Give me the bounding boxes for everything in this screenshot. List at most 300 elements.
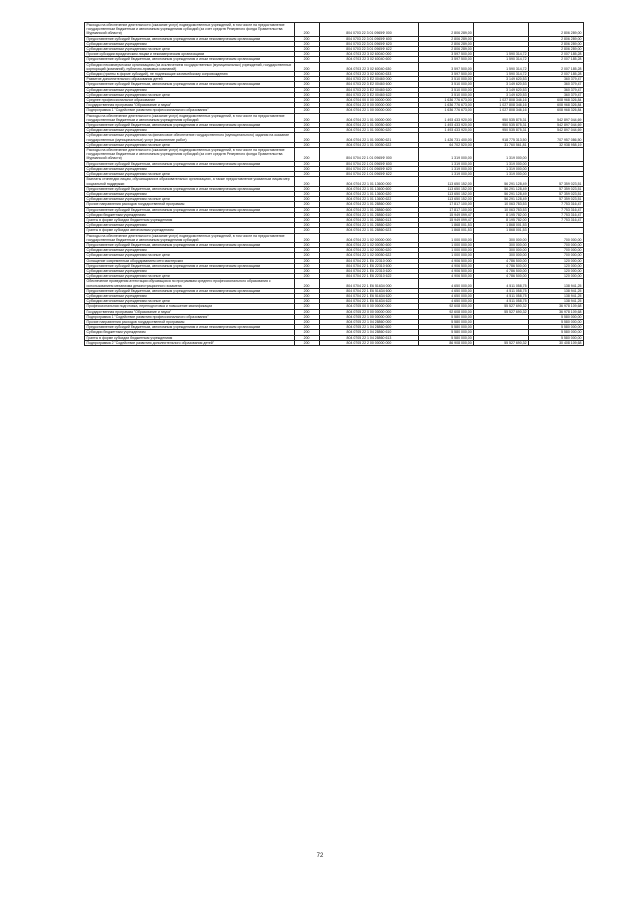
budget-classification-code: 804 0705 22 1 00 00000 000 — [319, 314, 419, 319]
unexecuted-amount: 7 753 316,47 — [529, 212, 584, 217]
approved-amount: 1 868 001,53 — [419, 223, 474, 228]
executed-amount: 56 291 128,49 — [474, 191, 529, 196]
unexecuted-amount: 7 753 316,47 — [529, 202, 584, 207]
unexecuted-amount: 542 897 044,69 — [529, 128, 584, 133]
unexecuted-amount: 2 806 289,00 — [529, 23, 584, 37]
budget-classification-code: 804 0704 22 1 01 13600 620 — [319, 191, 419, 196]
row-description: Гранты в форме субсидии автономным учреждениям — [85, 228, 295, 233]
approved-amount: 3 597 500,00 — [419, 52, 474, 57]
approved-amount: 4 906 500,00 — [419, 274, 474, 279]
budget-classification-code: 804 0703 22 3 02 60040 000 — [319, 52, 419, 57]
budget-classification-code: 804 0704 22 1 00 00000 000 — [319, 108, 419, 113]
row-code: 200 — [294, 82, 319, 87]
budget-classification-code: 804 0705 22 1 04 28860 613 — [319, 335, 419, 340]
budget-classification-code: 804 0705 22 1 04 28860 600 — [319, 325, 419, 330]
table-row — [85, 340, 584, 345]
executed-amount: 918 775 313,50 — [474, 133, 529, 142]
executed-amount: 55 527 690,32 — [474, 340, 529, 345]
executed-amount: 3 149 620,53 — [474, 87, 529, 92]
approved-amount: 1 319 000,00 — [419, 161, 474, 166]
row-description: Субсидии автономным учреждениям на финансовое обеспечение государственного (муниципального) задания на оказание государственных (муниципальных) услуг (выполнение работ) — [85, 133, 295, 142]
row-code: 200 — [294, 212, 319, 217]
row-description: Прочие субсидии юридическим лицам и некоммерческим организациям — [85, 52, 295, 57]
row-description: Расходы на обеспечение деятельности (оказание услуг) подведомственных учреждений, в том числе на предоставление государственным бюджетным и автономным учреждениям субсидий — [85, 233, 295, 242]
unexecuted-amount: 2 007 185,28 — [529, 52, 584, 57]
unexecuted-amount: 542 897 044,69 — [529, 113, 584, 122]
budget-classification-code: 804 0704 22 1 01 28860 600 — [319, 207, 419, 212]
row-description: Государственная программа "Образование и наука" — [85, 103, 295, 108]
approved-amount: 2 806 289,00 — [419, 23, 474, 37]
unexecuted-amount: 2 806 289,00 — [529, 47, 584, 52]
budget-classification-code: 804 0704 22 1 02 00050 620 — [319, 248, 419, 253]
approved-amount: 1 636 776 673,00 — [419, 103, 474, 108]
budget-classification-code: 804 0703 22 3 E2 00460 620 — [319, 87, 419, 92]
row-description: Субсидии автономным учреждениям на иные цели — [85, 47, 295, 52]
row-code: 200 — [294, 57, 319, 62]
row-description: Субсидии автономным учреждениям на иные цели — [85, 92, 295, 97]
budget-classification-code: 804 0705 00 0 00 00000 000 — [319, 304, 419, 309]
row-code: 200 — [294, 253, 319, 258]
row-code: 200 — [294, 335, 319, 340]
budget-classification-code: 804 0703 22 3 01 0965Ф 600 — [319, 36, 419, 41]
executed-amount: 4 511 058,75 — [474, 288, 529, 293]
approved-amount: 3 510 000,00 — [419, 87, 474, 92]
unexecuted-amount: 32 938 958,19 — [529, 142, 584, 147]
row-description: Выплаты стипендии лицам, обучающимся в образовательных организациях, а также предоставление указанным лицам мер социальной поддержки — [85, 177, 295, 186]
executed-amount: 1 590 314,72 — [474, 62, 529, 71]
executed-amount: 3 149 620,53 — [474, 77, 529, 82]
row-code: 200 — [294, 177, 319, 186]
approved-amount: 64 702 520,00 — [419, 142, 474, 147]
row-code: 200 — [294, 87, 319, 92]
approved-amount: 4 650 000,00 — [419, 288, 474, 293]
row-description: Субсидии (гранты в форме субсидий), не подлежащие казначейскому сопровождению — [85, 72, 295, 77]
budget-classification-code: 804 0705 22 1 04 28860 000 — [319, 319, 419, 324]
unexecuted-amount: 138 941,25 — [529, 293, 584, 298]
unexecuted-amount: 138 941,25 — [529, 288, 584, 293]
approved-amount: 5 580 000,00 — [419, 325, 474, 330]
approved-amount: 3 510 000,00 — [419, 92, 474, 97]
budget-classification-code: 804 0704 22 1 01 28860 620 — [319, 223, 419, 228]
executed-amount: 56 291 128,49 — [474, 186, 529, 191]
approved-amount: 1 000 000,00 — [419, 253, 474, 258]
row-description: Предоставление субсидий бюджетным, автономным учреждениям и иным некоммерческим организациям — [85, 325, 295, 330]
row-description: Подпрограмма 2 "Содействие развитию дополнительного образования детей" — [85, 340, 295, 345]
executed-amount: 4 786 500,00 — [474, 274, 529, 279]
row-description: Подпрограмма 1 "Содействие развитию профессионального образования" — [85, 314, 295, 319]
approved-amount: 17 817 100,00 — [419, 202, 474, 207]
unexecuted-amount: 120 000,00 — [529, 268, 584, 273]
row-description: Оснащение современным оборудованием сети мастерских — [85, 258, 295, 263]
row-description: Предоставление субсидий бюджетным, автономным учреждениям и иным некоммерческим организациям — [85, 36, 295, 41]
row-description: Предоставление субсидий бюджетным, автономным учреждениям и иным некоммерческим организациям — [85, 123, 295, 128]
row-code: 200 — [294, 217, 319, 222]
budget-classification-code: 804 0704 22 1 02 00000 000 — [319, 233, 419, 242]
row-code: 200 — [294, 288, 319, 293]
row-description: Предоставление субсидий бюджетным, автономным учреждениям и иным некоммерческим организациям — [85, 161, 295, 166]
executed-amount: 31 760 561,81 — [474, 142, 529, 147]
approved-amount: 113 650 152,00 — [419, 177, 474, 186]
table-row — [85, 23, 584, 37]
row-code: 200 — [294, 98, 319, 103]
approved-amount: 1 493 433 920,00 — [419, 128, 474, 133]
unexecuted-amount: 608 968 326,84 — [529, 98, 584, 103]
executed-amount: 8 195 782,00 — [474, 217, 529, 222]
approved-amount: 1 493 433 920,00 — [419, 113, 474, 122]
executed-amount: 300 000,00 — [474, 233, 529, 242]
budget-classification-code: 804 0703 22 3 02 60040 630 — [319, 62, 419, 71]
unexecuted-amount: 5 580 000,00 — [529, 319, 584, 324]
row-code: 200 — [294, 299, 319, 304]
row-code: 200 — [294, 207, 319, 212]
budget-classification-code: 804 0704 22 1 01 00050 622 — [319, 142, 419, 147]
unexecuted-amount: 2 007 185,28 — [529, 62, 584, 71]
row-description: Субсидии автономным учреждениям — [85, 191, 295, 196]
approved-amount: 15 949 099,47 — [419, 217, 474, 222]
row-description: Субсидии автономным учреждениям — [85, 293, 295, 298]
executed-amount: 1 027 808 346,16 — [474, 103, 529, 108]
row-description: Развитие дополнительного образования детей — [85, 77, 295, 82]
approved-amount: 17 817 100,00 — [419, 207, 474, 212]
row-code: 200 — [294, 340, 319, 345]
row-code: 200 — [294, 128, 319, 133]
row-description: Расходы на обеспечение деятельности (оказание услуг) подведомственных учреждений, в том числе на предоставление государственным бюджетным и автономным учреждениям субсидий (за счет средств Резервного фонда Правительства Мурманской области) — [85, 23, 295, 37]
executed-amount: 300 000,00 — [474, 253, 529, 258]
row-code: 200 — [294, 197, 319, 202]
row-description: Профессиональная подготовка, переподготовка и повышение квалификации — [85, 304, 295, 309]
row-description: Обеспечение проведения аттестации обучающихся по программам среднего профессионального образования с использованием механизма демонстрационного экзамена — [85, 279, 295, 288]
row-code: 200 — [294, 325, 319, 330]
budget-classification-code: 804 0703 22 3 01 0965Ф 622 — [319, 47, 419, 52]
approved-amount: 5 580 000,00 — [419, 335, 474, 340]
budget-classification-code: 804 0704 22 1 01 13600 000 — [319, 177, 419, 186]
row-description: Субсидии бюджетным учреждениям — [85, 212, 295, 217]
table-row — [85, 113, 584, 122]
row-code: 200 — [294, 268, 319, 273]
unexecuted-amount: 7 753 316,47 — [529, 217, 584, 222]
row-code: 200 — [294, 108, 319, 113]
executed-amount: 55 527 690,32 — [474, 309, 529, 314]
row-code: 200 — [294, 133, 319, 142]
budget-classification-code: 804 0704 22 1 E6 51634 600 — [319, 288, 419, 293]
approved-amount: 1 493 433 920,00 — [419, 123, 474, 128]
approved-amount: 3 510 000,00 — [419, 82, 474, 87]
row-code: 200 — [294, 103, 319, 108]
unexecuted-amount: 5 580 000,00 — [529, 335, 584, 340]
approved-amount: 92 608 000,00 — [419, 304, 474, 309]
unexecuted-amount: 36 978 109,68 — [529, 309, 584, 314]
row-description: Гранты в форме субсидии бюджетным учреждениям — [85, 217, 295, 222]
row-code: 200 — [294, 52, 319, 57]
row-description: Субсидии автономным учреждениям — [85, 223, 295, 228]
row-code: 200 — [294, 202, 319, 207]
approved-amount: 1 636 776 673,00 — [419, 108, 474, 113]
approved-amount: 2 806 289,00 — [419, 47, 474, 52]
row-description: Предоставление субсидий бюджетным, автономным учреждениям и иным некоммерческим организациям — [85, 186, 295, 191]
unexecuted-amount: 2 007 185,28 — [529, 72, 584, 77]
row-description: Предоставление субсидий бюджетным, автономным учреждениям и иным некоммерческим организациям — [85, 207, 295, 212]
executed-amount: 300 000,00 — [474, 248, 529, 253]
row-code: 200 — [294, 309, 319, 314]
row-description: Субсидии автономным учреждениям — [85, 41, 295, 46]
row-description: Субсидии автономным учреждениям — [85, 166, 295, 171]
row-code: 200 — [294, 223, 319, 228]
budget-classification-code: 804 0704 22 1 E6 22310 600 — [319, 263, 419, 268]
approved-amount: 5 580 000,00 — [419, 319, 474, 324]
budget-classification-code: 804 0703 22 3 E2 00460 000 — [319, 77, 419, 82]
executed-amount: 4 786 500,00 — [474, 258, 529, 263]
budget-classification-code: 804 0704 22 1 01 0965Ф 600 — [319, 161, 419, 166]
executed-amount: 300 000,00 — [474, 242, 529, 247]
unexecuted-amount: 700 000,00 — [529, 248, 584, 253]
approved-amount: 113 650 152,00 — [419, 186, 474, 191]
table-row — [85, 279, 584, 288]
executed-amount: 1 027 808 346,16 — [474, 108, 529, 113]
budget-classification-code: 804 0704 22 1 01 0965Ф 622 — [319, 172, 419, 177]
row-description: Гранты в форме субсидии бюджетным учреждениям — [85, 335, 295, 340]
budget-classification-code: 804 0704 22 1 01 00050 620 — [319, 128, 419, 133]
unexecuted-amount: 608 968 326,84 — [529, 108, 584, 113]
row-code: 200 — [294, 161, 319, 166]
row-description: Предоставление субсидий бюджетным, автономным учреждениям и иным некоммерческим организациям — [85, 82, 295, 87]
unexecuted-amount: 5 580 000,00 — [529, 330, 584, 335]
executed-amount: 4 786 500,00 — [474, 263, 529, 268]
row-code: 200 — [294, 77, 319, 82]
row-description: Субсидии автономным учреждениям — [85, 128, 295, 133]
executed-amount: 1 868 001,53 — [474, 228, 529, 233]
row-code: 200 — [294, 148, 319, 162]
executed-amount: 3 149 620,53 — [474, 82, 529, 87]
unexecuted-amount: 360 379,47 — [529, 92, 584, 97]
budget-classification-code: 804 0704 22 1 E6 51634 000 — [319, 279, 419, 288]
approved-amount: 1 319 000,00 — [419, 172, 474, 177]
budget-classification-code: 804 0703 22 3 02 60040 600 — [319, 57, 419, 62]
approved-amount: 1 000 000,00 — [419, 233, 474, 242]
approved-amount: 3 597 500,00 — [419, 72, 474, 77]
unexecuted-amount: 2 007 185,28 — [529, 57, 584, 62]
row-code: 200 — [294, 47, 319, 52]
unexecuted-amount: 5 580 000,00 — [529, 314, 584, 319]
unexecuted-amount: 360 379,47 — [529, 87, 584, 92]
executed-amount — [474, 23, 529, 37]
table-row — [85, 133, 584, 142]
budget-classification-code: 804 0704 22 1 01 0965Ф 620 — [319, 166, 419, 171]
row-code: 200 — [294, 263, 319, 268]
row-code: 200 — [294, 242, 319, 247]
executed-amount: 56 291 128,49 — [474, 197, 529, 202]
unexecuted-amount: 700 000,00 — [529, 233, 584, 242]
executed-amount: 56 291 128,49 — [474, 177, 529, 186]
row-description: Прочие направления расходов государственной программы — [85, 319, 295, 324]
unexecuted-amount: 700 000,00 — [529, 253, 584, 258]
unexecuted-amount: 120 000,00 — [529, 263, 584, 268]
budget-classification-code: 804 0704 22 1 01 13600 600 — [319, 186, 419, 191]
budget-classification-code: 804 0705 22 0 00 00000 000 — [319, 309, 419, 314]
budget-classification-code: 804 0704 22 1 01 00050 600 — [319, 123, 419, 128]
approved-amount: 1 319 000,00 — [419, 148, 474, 162]
budget-classification-code: 804 0704 22 1 E6 22310 620 — [319, 268, 419, 273]
budget-classification-code: 804 0704 22 1 02 00050 600 — [319, 242, 419, 247]
executed-amount: 1 319 000,00 — [474, 161, 529, 166]
unexecuted-amount: 608 968 326,84 — [529, 103, 584, 108]
unexecuted-amount: 2 806 289,00 — [529, 41, 584, 46]
row-code: 200 — [294, 274, 319, 279]
unexecuted-amount: 2 806 289,00 — [529, 36, 584, 41]
unexecuted-amount: 57 359 023,51 — [529, 186, 584, 191]
approved-amount: 2 806 289,00 — [419, 36, 474, 41]
budget-classification-code: 804 0703 22 3 02 60040 633 — [319, 72, 419, 77]
approved-amount: 3 510 000,00 — [419, 77, 474, 82]
row-code: 200 — [294, 186, 319, 191]
approved-amount: 92 608 000,00 — [419, 309, 474, 314]
budget-classification-code: 804 0703 22 3 01 0965Ф 620 — [319, 41, 419, 46]
budget-classification-code: 804 0703 22 3 01 0965Ф 000 — [319, 23, 419, 37]
executed-amount: 3 149 620,53 — [474, 92, 529, 97]
table-row — [85, 233, 584, 242]
approved-amount: 113 650 152,00 — [419, 191, 474, 196]
unexecuted-amount: 120 000,00 — [529, 274, 584, 279]
budget-classification-code: 804 0704 22 1 01 00000 000 — [319, 113, 419, 122]
unexecuted-amount: 57 359 023,51 — [529, 177, 584, 186]
row-code: 200 — [294, 113, 319, 122]
approved-amount: 86 908 000,00 — [419, 340, 474, 345]
budget-execution-table — [84, 22, 584, 346]
executed-amount: 10 063 783,53 — [474, 202, 529, 207]
row-code: 200 — [294, 142, 319, 147]
budget-classification-code: 804 0704 22 1 E6 51634 620 — [319, 293, 419, 298]
budget-classification-code: 804 0703 22 3 E2 00460 600 — [319, 82, 419, 87]
row-code: 200 — [294, 330, 319, 335]
approved-amount: 3 597 500,00 — [419, 62, 474, 71]
executed-amount: 950 535 875,31 — [474, 128, 529, 133]
approved-amount: 5 580 000,00 — [419, 314, 474, 319]
budget-classification-code: 804 0703 22 3 E2 00460 622 — [319, 92, 419, 97]
row-description: Субсидии автономным учреждениям на иные цели — [85, 142, 295, 147]
unexecuted-amount: 707 957 086,50 — [529, 133, 584, 142]
row-description: Субсидии автономным учреждениям — [85, 87, 295, 92]
unexecuted-amount: 5 580 000,00 — [529, 325, 584, 330]
row-code: 200 — [294, 62, 319, 71]
approved-amount: 1 426 731 400,00 — [419, 133, 474, 142]
budget-classification-code: 804 0704 22 1 01 13600 622 — [319, 197, 419, 202]
row-description: Подпрограмма 1 "Содействие развитию профессионального образования" — [85, 108, 295, 113]
approved-amount: 3 597 500,00 — [419, 57, 474, 62]
unexecuted-amount: 138 941,25 — [529, 299, 584, 304]
approved-amount: 15 949 099,47 — [419, 212, 474, 217]
row-description: Субсидии автономным учреждениям — [85, 248, 295, 253]
row-code: 200 — [294, 314, 319, 319]
executed-amount: 1 027 808 346,16 — [474, 98, 529, 103]
approved-amount: 1 000 000,00 — [419, 242, 474, 247]
unexecuted-amount: 7 753 316,47 — [529, 207, 584, 212]
unexecuted-amount: 120 000,00 — [529, 258, 584, 263]
approved-amount: 1 636 776 673,00 — [419, 98, 474, 103]
executed-amount: 4 511 058,75 — [474, 293, 529, 298]
row-code: 200 — [294, 23, 319, 37]
approved-amount: 4 906 500,00 — [419, 263, 474, 268]
budget-classification-code: 804 0705 22 2 00 00000 000 — [319, 340, 419, 345]
row-description: Субсидии автономным учреждениям на иные цели — [85, 274, 295, 279]
budget-classification-code: 804 0704 22 0 00 00000 000 — [319, 103, 419, 108]
row-description: Среднее профессиональное образование — [85, 98, 295, 103]
executed-amount: 1 319 000,00 — [474, 166, 529, 171]
budget-classification-code: 804 0704 22 1 01 00050 621 — [319, 133, 419, 142]
executed-amount: 55 527 690,32 — [474, 304, 529, 309]
unexecuted-amount: 360 379,47 — [529, 77, 584, 82]
row-description: Субсидии автономным учреждениям на иные цели — [85, 299, 295, 304]
row-code: 200 — [294, 172, 319, 177]
table-row — [85, 148, 584, 162]
budget-classification-code: 804 0704 22 1 01 28860 613 — [319, 217, 419, 222]
row-code: 200 — [294, 36, 319, 41]
row-description: Субсидии некоммерческим организациям (за исключением государственных (муниципальных) учреждений, государственных корпораций (компаний), публично-правовых компаний) — [85, 62, 295, 71]
row-description: Субсидии автономным учреждениям на иные цели — [85, 197, 295, 202]
unexecuted-amount: 36 978 109,68 — [529, 304, 584, 309]
row-code: 200 — [294, 191, 319, 196]
row-description: Расходы на обеспечение деятельности (оказание услуг) подведомственных учреждений, в том числе на предоставление государственным бюджетным и автономным учреждениям субсидий (за счет средств Резервного фонда Правительства Мурманской области) — [85, 148, 295, 162]
unexecuted-amount — [529, 148, 584, 162]
executed-amount: 1 319 000,00 — [474, 172, 529, 177]
budget-classification-code: 804 0704 00 0 00 00000 000 — [319, 98, 419, 103]
approved-amount: 2 806 289,00 — [419, 41, 474, 46]
budget-classification-code: 804 0704 22 1 01 0965Ф 000 — [319, 148, 419, 162]
row-code: 200 — [294, 166, 319, 171]
row-code: 200 — [294, 41, 319, 46]
executed-amount: 1 590 314,72 — [474, 72, 529, 77]
row-description: Предоставление субсидий бюджетным, автономным учреждениям и иным некоммерческим организациям — [85, 57, 295, 62]
table-row — [85, 177, 584, 186]
budget-classification-code: 804 0704 22 1 02 00050 622 — [319, 253, 419, 258]
row-code: 200 — [294, 248, 319, 253]
budget-classification-code: 804 0704 22 1 E6 22310 000 — [319, 258, 419, 263]
budget-classification-code: 804 0704 22 1 E6 51634 622 — [319, 299, 419, 304]
row-description: Прочие направления расходов государственной программы — [85, 202, 295, 207]
row-code: 200 — [294, 92, 319, 97]
row-description: Субсидии автономным учреждениям на иные цели — [85, 253, 295, 258]
approved-amount: 1 000 000,00 — [419, 248, 474, 253]
approved-amount: 4 650 000,00 — [419, 293, 474, 298]
row-code: 200 — [294, 319, 319, 324]
budget-classification-code: 804 0704 22 1 01 28860 610 — [319, 212, 419, 217]
row-description: Государственная программа "Образование и наука" — [85, 309, 295, 314]
budget-classification-code: 804 0704 22 1 01 28860 623 — [319, 228, 419, 233]
approved-amount: 4 650 000,00 — [419, 299, 474, 304]
row-description: Субсидии автономным учреждениям — [85, 268, 295, 273]
unexecuted-amount: 542 897 044,69 — [529, 123, 584, 128]
executed-amount: 1 590 314,72 — [474, 57, 529, 62]
table-row — [85, 62, 584, 71]
approved-amount: 4 906 500,00 — [419, 258, 474, 263]
approved-amount: 1 868 001,53 — [419, 228, 474, 233]
unexecuted-amount: 360 379,47 — [529, 82, 584, 87]
executed-amount: 1 590 314,72 — [474, 52, 529, 57]
approved-amount: 5 580 000,00 — [419, 330, 474, 335]
row-code: 200 — [294, 293, 319, 298]
executed-amount: 4 786 500,00 — [474, 268, 529, 273]
budget-classification-code: 804 0705 22 1 04 28860 610 — [319, 330, 419, 335]
row-description: Предоставление субсидий бюджетным, автономным учреждениям и иным некоммерческим организациям — [85, 242, 295, 247]
row-description: Предоставление субсидий бюджетным, автономным учреждениям и иным некоммерческим организациям — [85, 288, 295, 293]
row-description: Субсидии бюджетным учреждениям — [85, 330, 295, 335]
executed-amount: 8 195 782,00 — [474, 212, 529, 217]
row-description: Субсидии автономным учреждениям на иные цели — [85, 172, 295, 177]
unexecuted-amount: 30 408 109,68 — [529, 340, 584, 345]
row-code: 200 — [294, 304, 319, 309]
approved-amount: 1 319 000,00 — [419, 166, 474, 171]
executed-amount: 1 868 001,53 — [474, 223, 529, 228]
row-code: 200 — [294, 258, 319, 263]
executed-amount: 950 535 875,31 — [474, 123, 529, 128]
